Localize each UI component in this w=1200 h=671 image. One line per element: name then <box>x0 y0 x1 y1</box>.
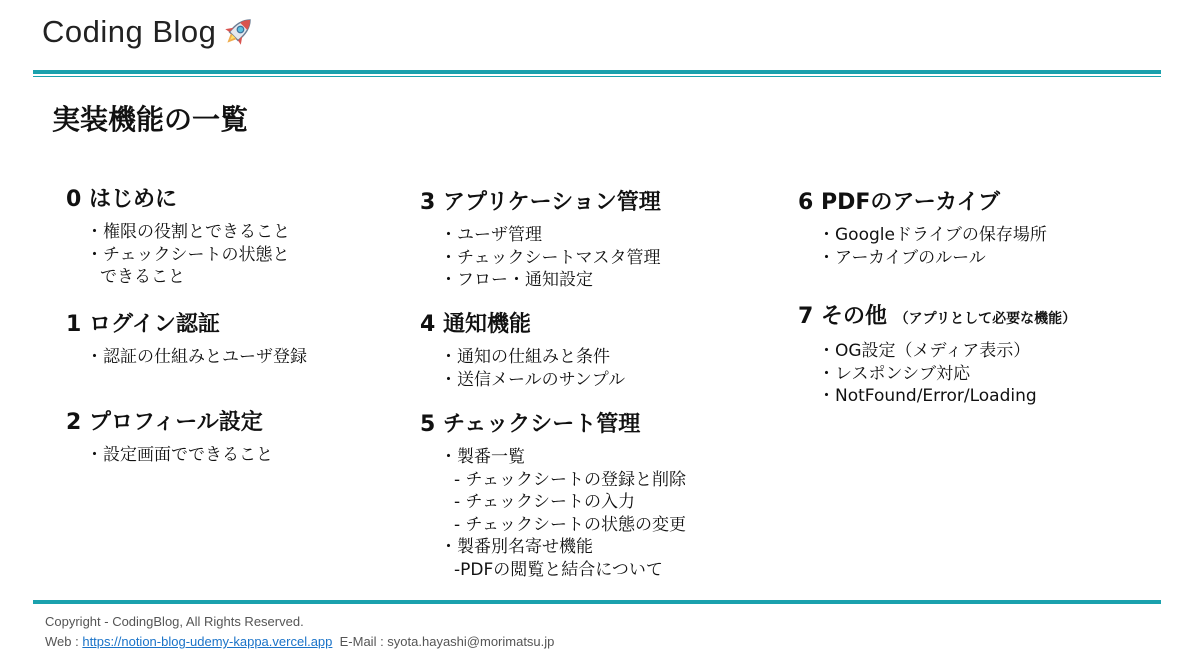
section-note: （アプリとして必要な機能） <box>894 311 1077 327</box>
list-item: ・Googleドライブの保存場所 <box>818 225 1047 245</box>
section-title: 0 はじめに <box>66 187 177 212</box>
section-4 <box>420 310 625 391</box>
list-item: ・ユーザ管理 <box>440 225 542 245</box>
section-items <box>66 444 273 467</box>
section-title: 2 プロフィール設定 <box>66 410 263 435</box>
footer-contact <box>45 634 554 649</box>
list-item: ・アーカイブのルール <box>818 247 986 268</box>
list-item: - チェックシートの登録と削除 <box>454 469 687 490</box>
section-title: 3 アプリケーション管理 <box>420 190 661 215</box>
section-3 <box>420 188 661 292</box>
section-items <box>420 224 661 292</box>
list-item: ・製番一覧 <box>440 447 525 467</box>
section-items <box>798 340 1076 408</box>
list-item: ・OG設定（メディア表示） <box>818 341 1031 361</box>
list-item: ・チェックシートの状態と <box>86 244 290 265</box>
section-items <box>66 346 307 369</box>
section-7 <box>798 302 1076 408</box>
section-title: 6 PDFのアーカイブ <box>798 190 1000 215</box>
footer-web-label: Web : <box>45 634 83 649</box>
section-title: 1 ログイン認証 <box>66 312 220 337</box>
footer-email: E-Mail : syota.hayashi@morimatsu.jp <box>339 634 555 649</box>
list-item: ・フロー・通知設定 <box>440 270 593 290</box>
brand <box>42 12 258 52</box>
section-6 <box>798 188 1047 269</box>
list-item: ・NotFound/Error/Loading <box>818 386 1037 406</box>
header <box>0 0 1200 70</box>
list-item: ・権限の役割とできること <box>86 222 290 242</box>
list-item: ・製番別名寄せ機能 <box>440 537 593 557</box>
rocket-icon <box>218 12 258 52</box>
section-items <box>66 221 290 289</box>
section-items <box>798 224 1047 269</box>
section-5 <box>420 410 686 581</box>
section-items <box>420 346 625 391</box>
list-item: - チェックシートの状態の変更 <box>454 514 687 535</box>
section-1 <box>66 310 307 369</box>
list-item: ・レスポンシブ対応 <box>818 363 971 384</box>
footer-divider <box>33 600 1161 604</box>
brand-title: Coding Blog <box>42 14 217 49</box>
section-title: 4 通知機能 <box>420 312 531 337</box>
list-item: ・通知の仕組みと条件 <box>440 347 610 367</box>
section-title <box>798 302 1076 334</box>
section-0 <box>66 185 290 289</box>
page-title: 実装機能の一覧 <box>52 103 249 136</box>
list-item: ・設定画面でできること <box>86 445 273 465</box>
list-item: ・送信メールのサンプル <box>440 369 626 390</box>
section-title: 5 チェックシート管理 <box>420 412 641 437</box>
list-item: ・認証の仕組みとユーザ登録 <box>86 347 307 367</box>
section-items <box>420 446 686 581</box>
list-item: できること <box>100 267 185 287</box>
section-2 <box>66 408 273 467</box>
section-title-text: 7 その他 <box>798 304 887 329</box>
header-divider-thin <box>33 76 1161 77</box>
footer-web-link[interactable]: https://notion-blog-udemy-kappa.vercel.app <box>82 634 333 649</box>
list-item: -PDFの閲覧と結合について <box>454 559 663 580</box>
list-item: - チェックシートの入力 <box>454 492 636 512</box>
footer-copyright: Copyright - CodingBlog, All Rights Reserved. <box>45 614 304 629</box>
header-divider <box>33 70 1161 74</box>
list-item: ・チェックシートマスタ管理 <box>440 247 661 268</box>
